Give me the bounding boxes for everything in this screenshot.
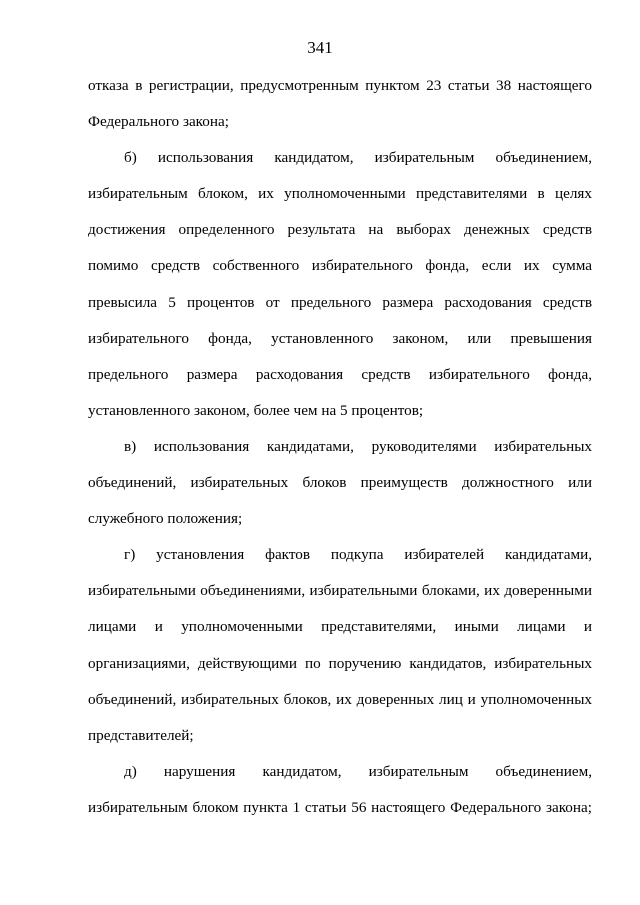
text-line: помимо средств собственного избирательного фонда, если их сумма — [88, 257, 592, 275]
text-line: в) использования кандидатами, руководителями избирательных — [124, 437, 592, 455]
text-line: избирательным блоком пункта 1 статьи 56 настоящего Федерального закона; — [88, 798, 592, 816]
text-line: г) установления фактов подкупа избирателей кандидатами, — [124, 546, 592, 564]
text-line: превысила 5 процентов от предельного размера расходования средств — [88, 293, 592, 311]
text-line: служебного положения; — [88, 510, 243, 528]
text-line: Федерального закона; — [88, 113, 229, 131]
text-line: объединений, избирательных блоков, их доверенных лиц и уполномоченных — [88, 690, 592, 708]
text-line: отказа в регистрации, предусмотренным пунктом 23 статьи 38 настоящего — [88, 77, 592, 94]
text-line: установленного законом, более чем на 5 процентов; — [88, 401, 424, 419]
text-line: избирательными объединениями, избирательными блоками, их доверенными — [88, 582, 592, 600]
text-line: избирательным блоком, их уполномоченными представителями в целях — [88, 185, 592, 203]
text-line: представителей; — [88, 726, 194, 744]
text-line: организациями, действующими по поручению кандидатов, избирательных — [88, 654, 592, 672]
text-line: б) использования кандидатом, избирательным объединением, — [124, 149, 592, 167]
text-line: объединений, избирательных блоков преимуществ должностного или — [88, 474, 592, 492]
text-line: д) нарушения кандидатом, избирательным объединением, — [124, 762, 592, 780]
text-line: избирательного фонда, установленного законом, или превышения — [88, 329, 592, 347]
body-text — [88, 76, 592, 834]
text-line: достижения определенного результата на выборах денежных средств — [88, 221, 592, 239]
text-line: лицами и уполномоченными представителями, иными лицами и — [88, 618, 592, 636]
text-line: предельного размера расходования средств избирательного фонда, — [88, 365, 592, 383]
page-number: 341 — [307, 38, 333, 57]
